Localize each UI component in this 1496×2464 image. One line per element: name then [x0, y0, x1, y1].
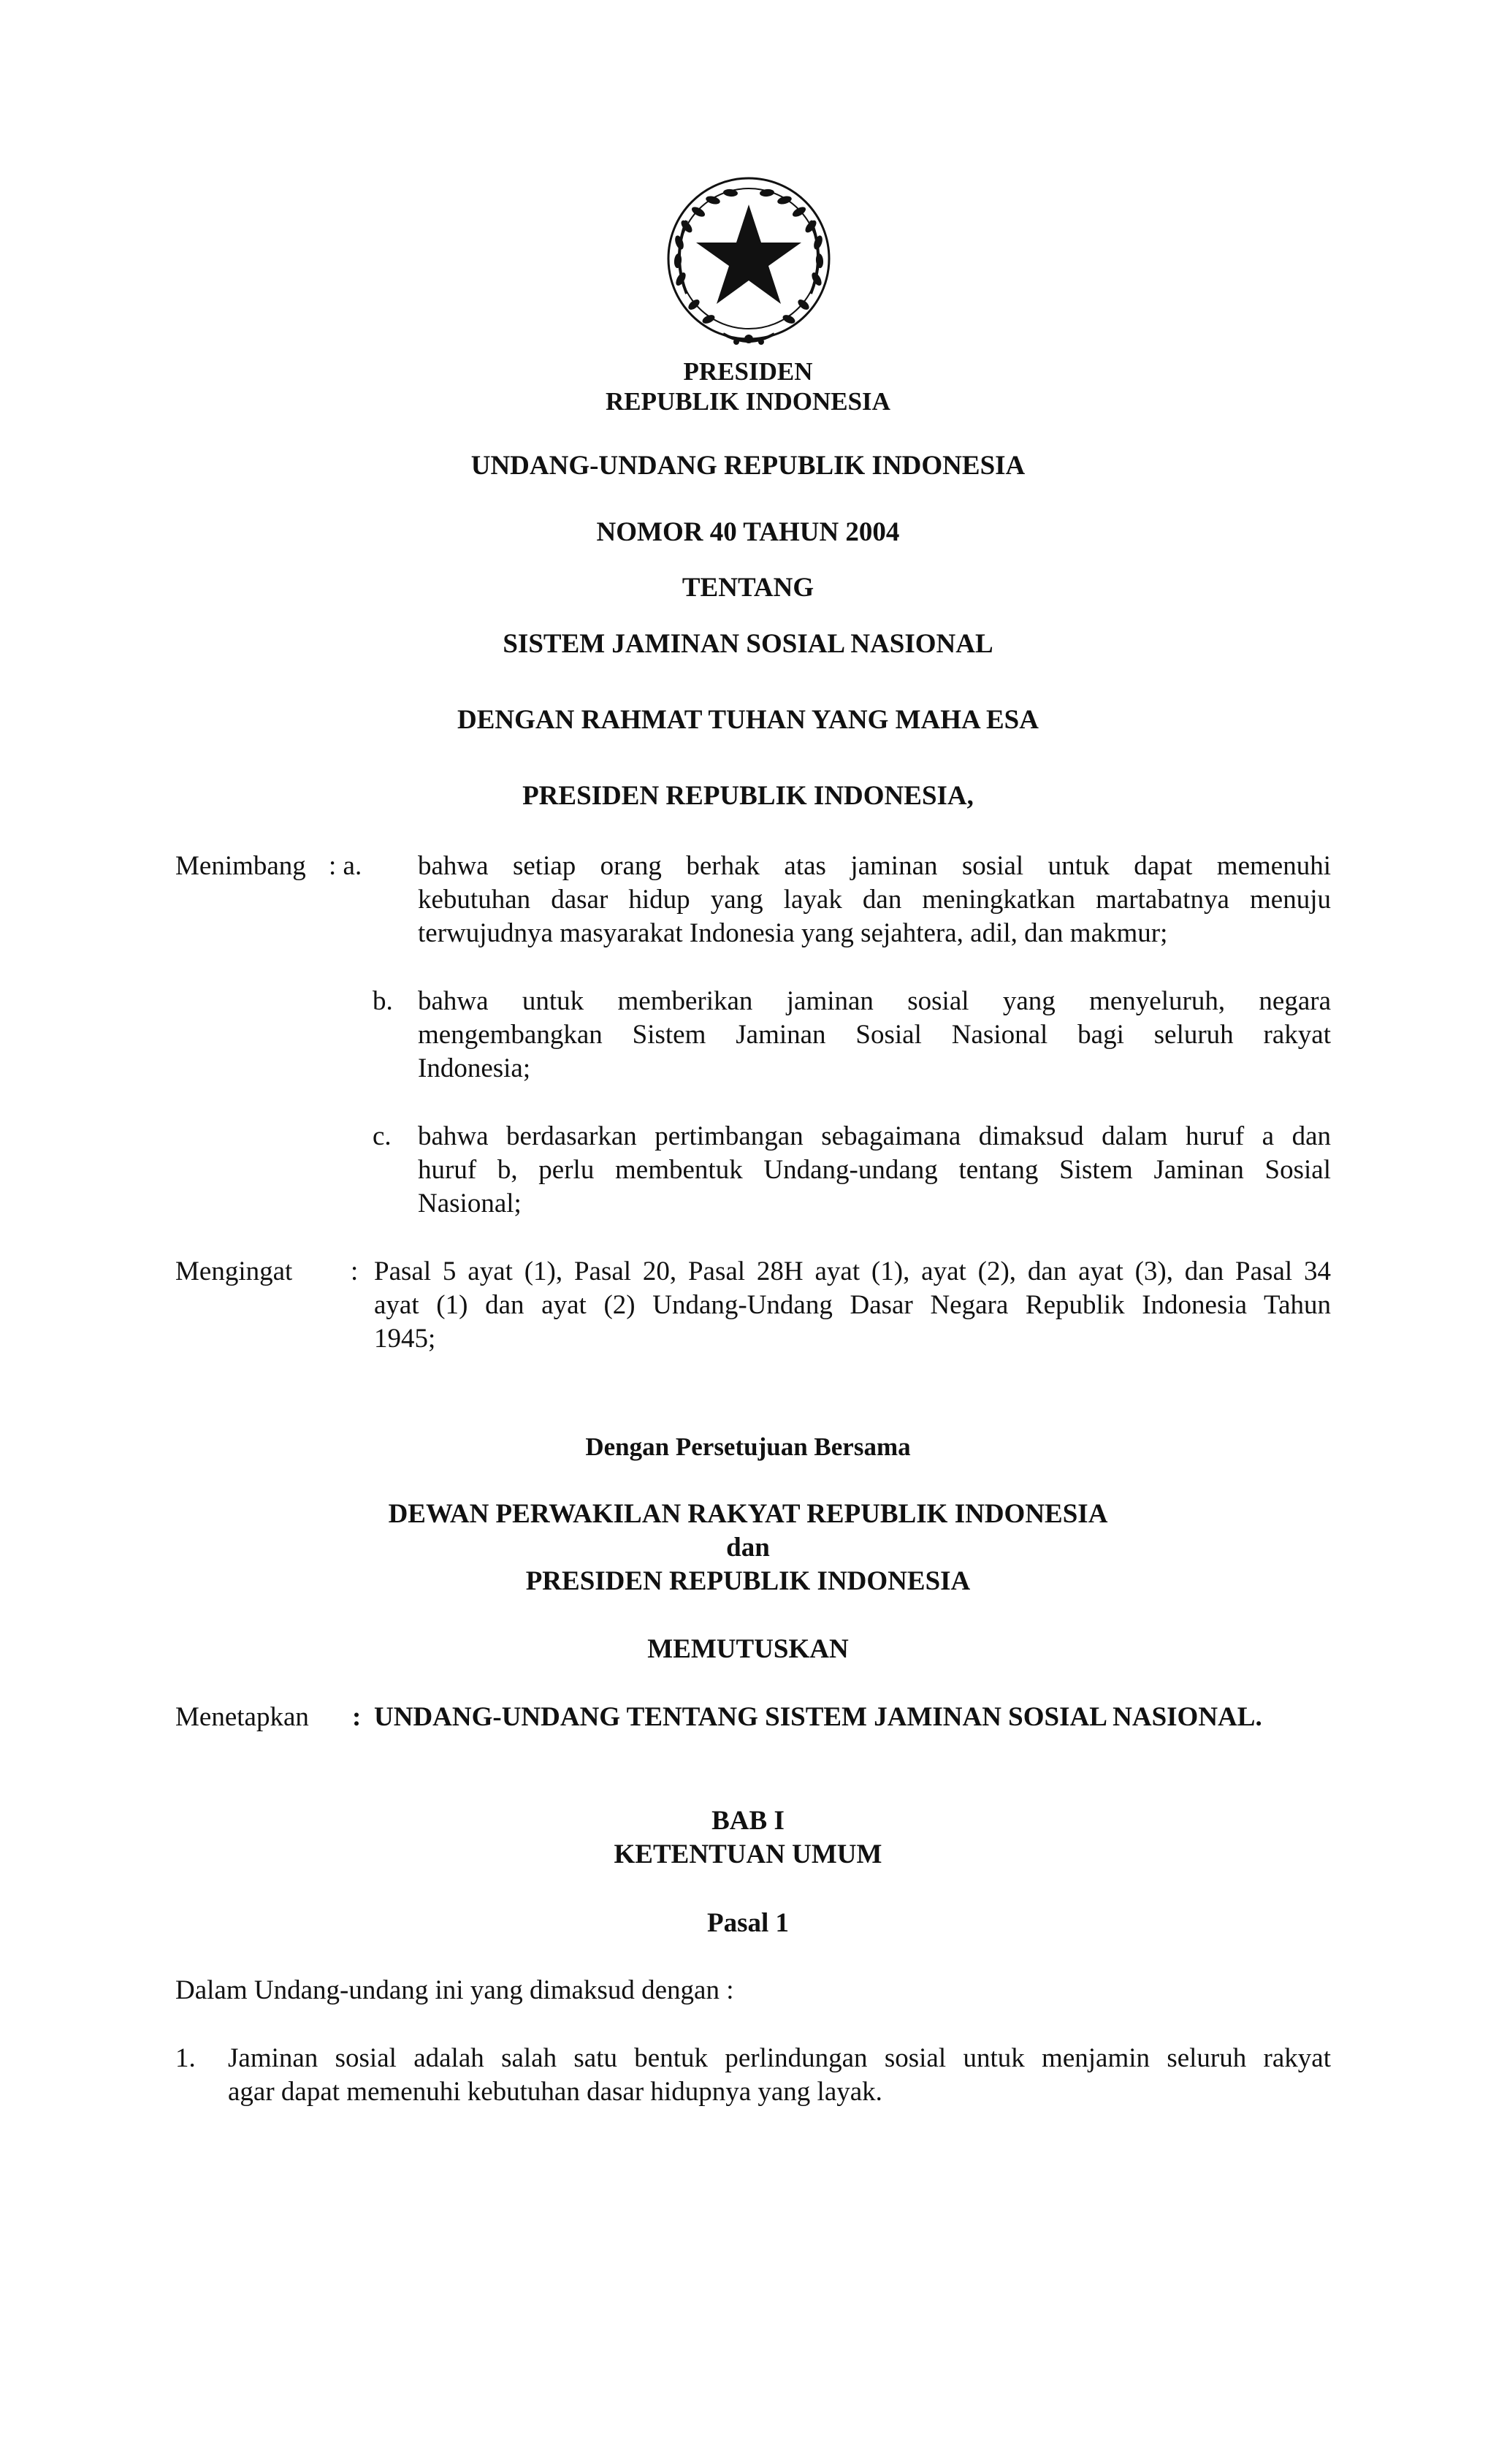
definition-1-line-1: Jaminan sosial adalah salah satu bentuk perlindungan sosial untuk menjamin seluruh rakyat [228, 2043, 1331, 2073]
menimbang-c-line-2: huruf b, perlu membentuk Undang-undang tentang Sistem Jaminan Sosial [418, 1155, 1331, 1185]
chapter-number: BAB I [711, 1806, 785, 1836]
approval-heading: Dengan Persetujuan Bersama [585, 1433, 911, 1461]
definition-1 [228, 2042, 1331, 2109]
presidential-seal-emblem [657, 169, 840, 356]
menimbang-colon: : a. [329, 851, 362, 881]
definition-1-marker: 1. [175, 2043, 196, 2073]
law-number: NOMOR 40 TAHUN 2004 [596, 517, 900, 547]
menimbang-b-line-2: mengembangkan Sistem Jaminan Sosial Nasional bagi seluruh rakyat [418, 1020, 1331, 1050]
menimbang-b-line-3: Indonesia; [418, 1053, 531, 1083]
law-subject: SISTEM JAMINAN SOSIAL NASIONAL [503, 629, 993, 659]
menimbang-item-a [418, 850, 1331, 950]
header-presiden: PRESIDEN [683, 357, 813, 386]
mengingat-label: Mengingat [175, 1256, 293, 1286]
menetapkan-text: UNDANG-UNDANG TENTANG SISTEM JAMINAN SOSIAL NASIONAL. [374, 1702, 1262, 1732]
menimbang-item-b [418, 985, 1331, 1086]
menimbang-a-line-1: bahwa setiap orang berhak atas jaminan sosial untuk dapat memenuhi [418, 851, 1331, 881]
menimbang-a-line-3: terwujudnya masyarakat Indonesia yang sejahtera, adil, dan makmur; [418, 918, 1168, 948]
chapter-title: KETENTUAN UMUM [614, 1839, 882, 1869]
menimbang-c-line-3: Nasional; [418, 1189, 522, 1218]
seal-graphic [657, 169, 840, 356]
menimbang-item-c [418, 1120, 1331, 1221]
menimbang-c-marker: c. [373, 1121, 392, 1151]
menimbang-b-line-1: bahwa untuk memberikan jaminan sosial yang menyeluruh, negara [418, 986, 1331, 1016]
mengingat-colon: : [351, 1256, 359, 1286]
article-intro: Dalam Undang-undang ini yang dimaksud dengan : [175, 1975, 734, 2005]
menimbang-b-marker: b. [373, 986, 393, 1016]
approval-dpr: DEWAN PERWAKILAN RAKYAT REPUBLIK INDONESIA [388, 1499, 1108, 1529]
mengingat-line-1: Pasal 5 ayat (1), Pasal 20, Pasal 28H ayat (1), ayat (2), dan ayat (3), dan Pasal 34 [374, 1256, 1331, 1286]
menimbang-c-line-1: bahwa berdasarkan pertimbangan sebagaimana dimaksud dalam huruf a dan [418, 1121, 1331, 1151]
grace-formula: DENGAN RAHMAT TUHAN YANG MAHA ESA [457, 705, 1039, 735]
article-heading: Pasal 1 [706, 1908, 790, 1938]
definition-1-line-2: agar dapat memenuhi kebutuhan dasar hidupnya yang layak. [228, 2077, 882, 2107]
approval-dan: dan [726, 1533, 770, 1563]
mengingat-text [374, 1255, 1331, 1356]
law-tentang: TENTANG [682, 573, 814, 603]
mengingat-line-2: ayat (1) dan ayat (2) Undang-Undang Dasar Negara Republik Indonesia Tahun [374, 1290, 1331, 1320]
memutuskan-heading: MEMUTUSKAN [647, 1634, 849, 1664]
approval-president: PRESIDEN REPUBLIK INDONESIA [525, 1566, 971, 1596]
mengingat-line-3: 1945; [374, 1324, 436, 1354]
law-title: UNDANG-UNDANG REPUBLIK INDONESIA [470, 451, 1026, 481]
header-republik-indonesia: REPUBLIK INDONESIA [606, 387, 890, 416]
menimbang-a-line-2: kebutuhan dasar hidup yang layak dan meningkatkan martabatnya menuju [418, 885, 1331, 915]
menimbang-label: Menimbang [175, 851, 306, 881]
menetapkan-colon: : [352, 1702, 362, 1732]
menetapkan-label: Menetapkan [175, 1702, 309, 1732]
president-heading: PRESIDEN REPUBLIK INDONESIA, [522, 781, 974, 811]
